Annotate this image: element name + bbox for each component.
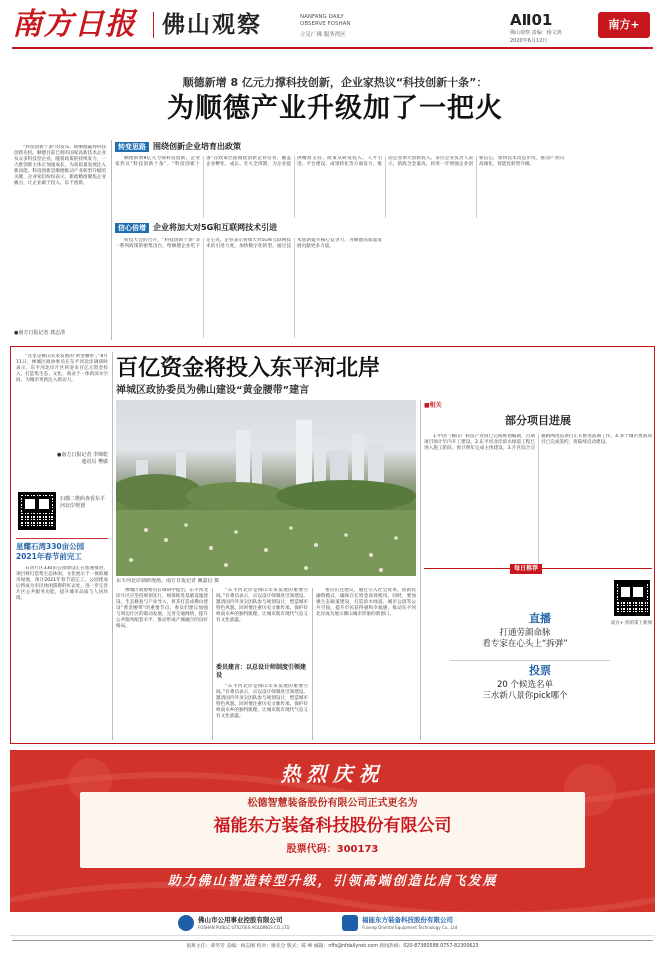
congrats-logo-strip bbox=[10, 912, 655, 936]
feature-intro: “这里是佛山未来发展的‘黄金腰带’。”8月11日，禅城区政协委员在东平河北岸调研时表示，东平河北岸片区将迎来百亿元资金投入，打造集生态、文化、商业于一体的滨水空间，为城市更新注入新动力。 bbox=[16, 354, 108, 383]
ad-vote-text[interactable]: 20 个候选名单 三水新八景你pick哪个 bbox=[482, 680, 568, 701]
left-col-divider bbox=[16, 538, 108, 539]
lead-headline: 为顺德产业升级加了一把火 bbox=[167, 93, 503, 124]
subhead-2-tag: 信心倍增 bbox=[115, 223, 149, 233]
feature-qr-caption: 扫描二维码查看东平河北岸规划 bbox=[60, 496, 106, 509]
daily-recommend-badge bbox=[510, 564, 542, 574]
congrats-stock-code: 股票代码：300173 bbox=[286, 844, 379, 855]
related-tag: ■相关 bbox=[424, 402, 442, 409]
edition-en-1: NANFANG DAILY bbox=[300, 14, 344, 20]
related-title: 部分项目进展 bbox=[505, 414, 571, 427]
footer-rule bbox=[12, 940, 653, 941]
edition-name: 佛山观察 bbox=[162, 12, 262, 38]
feature-headline: 百亿资金将投入东平河北岸 bbox=[116, 355, 381, 381]
paper-name: 南方日报 bbox=[12, 7, 136, 42]
lead-sidebar-credit: ●南方日报记者 龚志清 bbox=[14, 330, 65, 336]
page-number: AⅡ01 bbox=[510, 11, 553, 29]
paper-logo bbox=[12, 8, 147, 42]
feature-photo-caption: 东平河北岸调研现场。南方日报记者 戴嘉信 摄 bbox=[116, 578, 220, 584]
feature-photo bbox=[116, 400, 416, 576]
logo1-mark bbox=[178, 915, 194, 931]
feature-body-mid-top: “东平河北岸是佛山未来发展的重要空间。”有委员表示，应以设计师制度引领建设，邀请国内外顶尖团队参与规划设计，塑造城市特色风貌。同时要注重历史文脉传承，保护好岭南水乡的独特肌理，让城市既有现代气息又有文化底蕴。 bbox=[216, 588, 308, 623]
left-side-headline: 星耀石湾330亩公园 2021年春节前完工 bbox=[16, 542, 85, 561]
lead-sidebar-text: “科技创新十条”的发布，助顺德赢得科技创新先机。顺德目前已拥有国家高新技术企业及众多科技型企业，随着政策的持续发力，一大批创新主体正加速成长，为高质量发展注入新动能。科技创新是顺德推动产业转型升级的关键，企业家们纷纷表示，新政精准聚焦企业痛点，让企业敢于投入、乐于创新。 bbox=[14, 145, 106, 186]
congrats-company: 福能东方装备科技股份有限公司 bbox=[213, 816, 452, 836]
lead-body-1: 顺德新增8亿元力撑科技创新，企业家热议“科技创新十条”。“科技创新十条”在政策层面围绕创新企业培育，覆盖企业孵化、成长、壮大全周期，为企业提供精准支持。政策从研发投入、人才引进、平台建设、成果转化等方面发力，推动企业加大创新投入。多位企业负责人表示，新政含金量高，将进一步增强企业创新信心，加快技术改造步伐，推动产业向高端化、智能化转型升级。 bbox=[115, 156, 564, 167]
feature-intro-credit: ●南方日报记者 李锦乾 通讯员 樊敏 bbox=[57, 452, 108, 465]
ad-qr-caption: 南方+ 你的掌上新闻 bbox=[610, 621, 652, 626]
lead-kicker: 顺德新增 8 亿元力撑科技创新，企业家热议“科技创新十条”： bbox=[182, 76, 488, 89]
feature-subheadline: 禅城区政协委员为佛山建设“黄金腰带”建言 bbox=[116, 385, 310, 396]
feature-rule-1 bbox=[212, 588, 213, 740]
logo2-en: Funeng Oriental Equipment Technology Co., Ltd bbox=[362, 925, 458, 930]
subhead-2-title: 企业将加大对5G和互联网技术引进 bbox=[153, 223, 278, 232]
photo-skyline bbox=[116, 400, 416, 576]
congrats-title: 热烈庆祝 bbox=[280, 762, 385, 786]
congrats-slogan: 助力佛山智造转型升级，引领高端创造比肩飞发展 bbox=[167, 874, 498, 889]
feature-body-mid-sub: 委员建言：以总设计师制度引领建设 bbox=[216, 664, 307, 679]
subhead-1-tag: 转变思路 bbox=[115, 142, 149, 152]
footer-text: 值班主任：谭华芳 美编：杨志刚 校对：谢先全 版式：陈 峥 邮箱：nffs@nfdailynet.com 新闻热线：020-87360588 0757-82300623 bbox=[186, 944, 479, 949]
logo2-mark bbox=[342, 915, 358, 931]
logo2-name: 福能东方装备科技股份有限公司 bbox=[362, 916, 453, 924]
logo-divider bbox=[153, 12, 154, 38]
brand-name: 南方+ bbox=[608, 18, 640, 31]
ad-vote-title: 投票 bbox=[529, 664, 551, 677]
lead-body-2: 科技大会的召开，“科技创新十条”等一系列政策的密集出台，给顺德企业吃下定心丸。企业表示将加大对5G和互联网技术的引进力度，加快数字化转型，通过技术创新提升核心竞争力，为顺德高质量发展贡献更多力量。 bbox=[115, 238, 382, 249]
lead-sidebar-rule bbox=[111, 140, 112, 340]
feature-body-left: 禅城区政协委员在调研中提出，东平河北岸片区应坚持规划先行，统筹推进基础设施建设、生态修复与产业导入，将其打造成佛山建设“黄金腰带”的重要节点。委员们建议加强与周边片区的联动发展，完善交通网络，提升公共服务配套水平，推动形成产城融合的良好格局。 bbox=[116, 588, 208, 629]
ad-live-text[interactable]: 打通劳颜命脉 看专家在心头上“拆弹” bbox=[482, 628, 568, 649]
lead-subhead-2 bbox=[115, 222, 277, 233]
ad-divider bbox=[450, 660, 610, 661]
congrats-line1: 松德智慧装备股份有限公司正式更名为 bbox=[247, 798, 418, 809]
logo1-name: 佛山市公用事业控股有限公司 bbox=[198, 916, 283, 924]
feature-body-mid-bottom: “东平河北岸是佛山未来发展的重要空间。”有委员表示，应以设计师制度引领建设，邀请国内外顶尖团队参与规划设计，塑造城市特色风貌。同时要注重历史文脉传承，保护好岭南水乡的独特肌理，让城市既有现代气息又有文化底蕴。 bbox=[216, 684, 308, 719]
issue-date: 2020年6月12日 bbox=[510, 38, 548, 44]
related-items: 1.中国（佛山）科技产业园已完成规划编制，首期项目预计年内开工建设。2.东平河北岸滨水绿道工程已进入施工阶段，预计明年完成主体建设。3.片区综合交通路网改造项目正在推进前期工作。4.多个城市更新项目已完成签约，将陆续启动建设。 bbox=[424, 434, 652, 451]
feature-left-rule bbox=[112, 352, 113, 740]
feature-qr-code[interactable] bbox=[18, 492, 56, 530]
masthead bbox=[0, 0, 665, 50]
feature-rule-3 bbox=[420, 400, 421, 740]
ad-live-title: 直播 bbox=[529, 612, 551, 625]
edition-slogan: 立足广佛 服务湾区 bbox=[300, 32, 346, 38]
left-side-body: 石湾片区330亩公园建设正在加速推进，项目将打造集生态休闲、文化展示于一体的城市绿地，预计2021年春节前完工。公园建成后将成为市民休闲游憩的好去处，进一步完善片区公共服务功能，提升城市品质与人居环境。 bbox=[16, 566, 108, 601]
ad-qr-code[interactable] bbox=[614, 580, 650, 616]
edition-en-2: OBSERVE FOSHAN bbox=[300, 21, 351, 27]
logo1-en: FOSHAN PUBLIC UTILITIES HOLDINGS CO.,LTD bbox=[198, 925, 290, 930]
feature-rule-2 bbox=[312, 588, 313, 740]
editor-line: 佛山观察 责编：杨文鸿 bbox=[510, 30, 562, 36]
daily-recommend-label: 每日推荐 bbox=[514, 565, 539, 572]
feature-body-right: 委员们还建议，通过引入社会资本、创新投融资模式，确保百亿资金高效使用。同时，要加强生态廊道建设，打造滨水绿道、城市公园等公共空间，提升市民获得感和幸福感，推动东平河北岸成为展示佛山城市形象的新窗口。 bbox=[316, 588, 416, 617]
brand-badge bbox=[598, 12, 650, 38]
masthead-rule bbox=[12, 47, 653, 49]
subhead-1-title: 围绕创新企业培育出政策 bbox=[153, 142, 241, 151]
lead-subhead-1 bbox=[115, 141, 241, 152]
